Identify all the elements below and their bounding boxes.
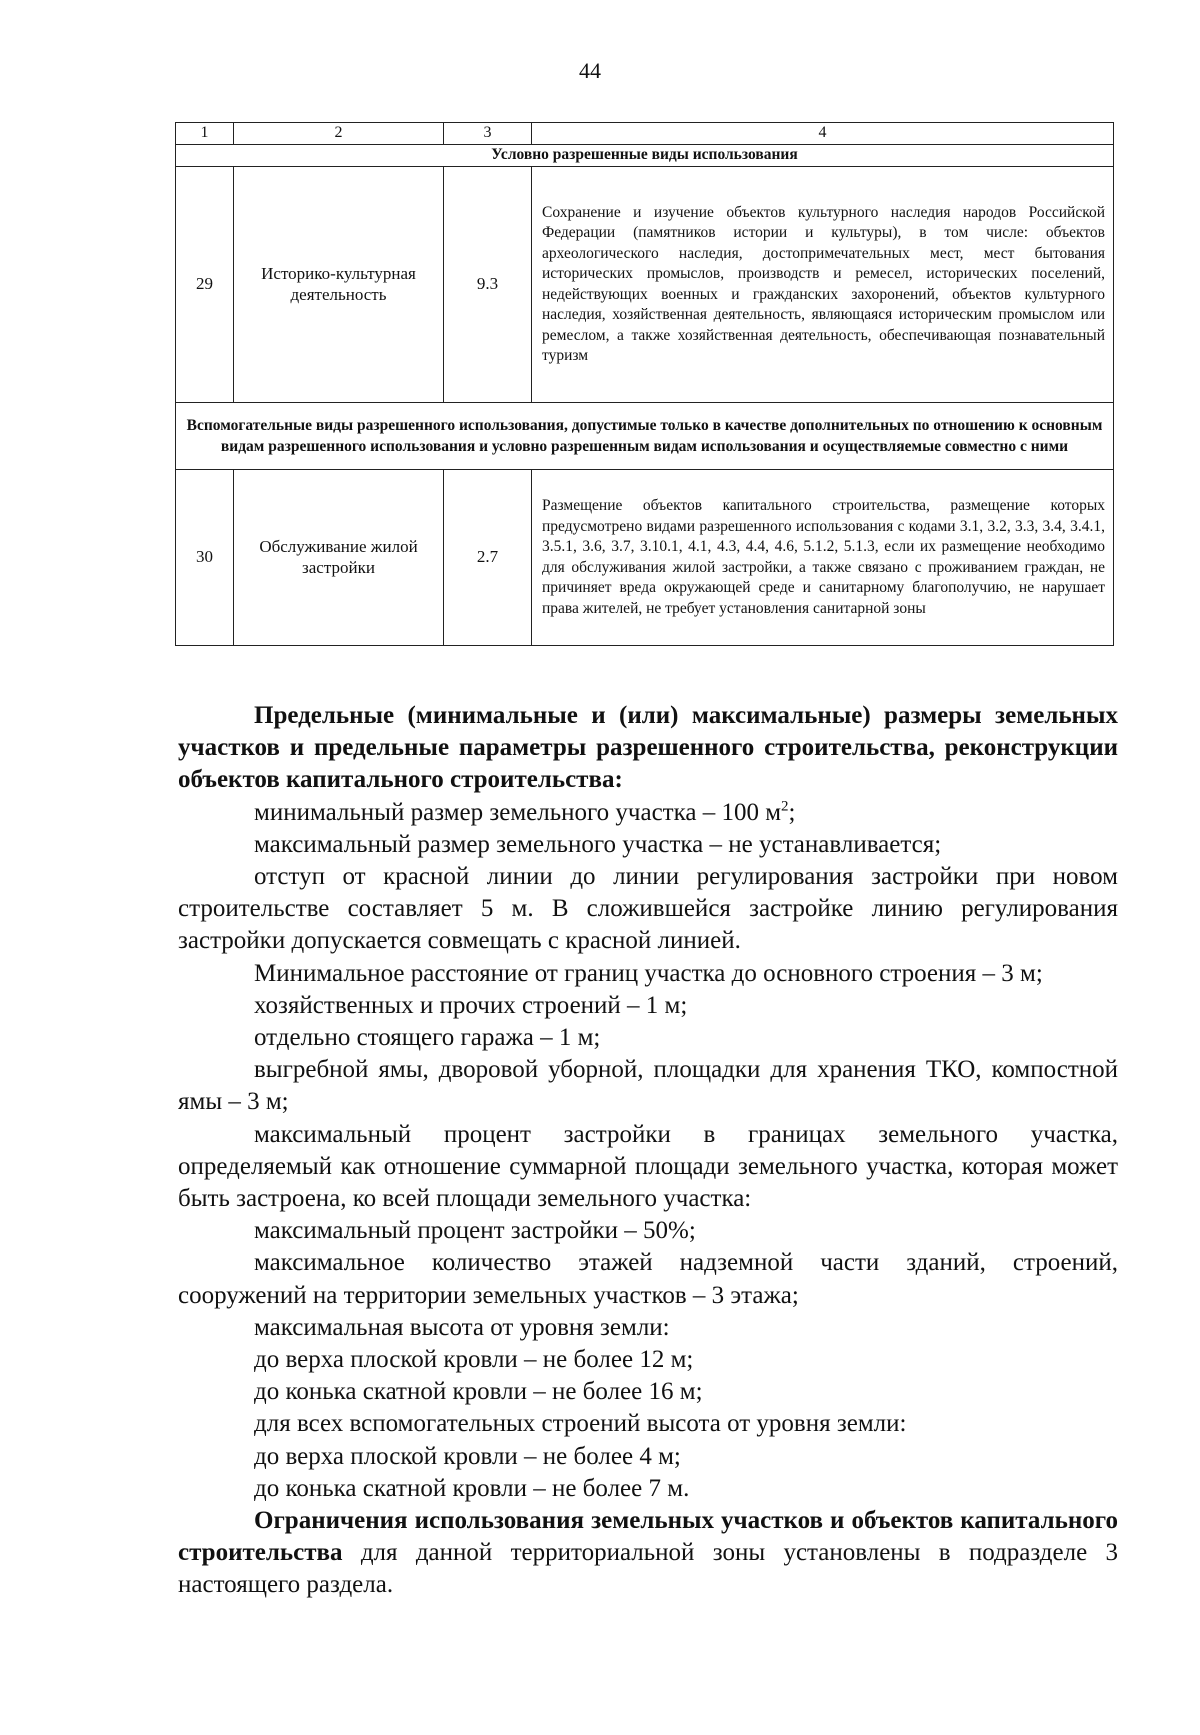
- column-header: 4: [532, 123, 1114, 145]
- paragraph: хозяйственных и прочих строений – 1 м;: [254, 991, 688, 1019]
- section-row: [176, 402, 1114, 469]
- paragraph: до верха плоской кровли – не более 12 м;: [254, 1346, 694, 1374]
- paragraph: отдельно стоящего гаража – 1 м;: [254, 1024, 601, 1052]
- paragraph: максимальный процент застройки в границах земельного участка, определяемый как отношение суммарной площади земельного участка, которая может быть застроена, ко всей площади земельного участка:: [178, 1120, 1118, 1213]
- paragraph: до конька скатной кровли – не более 16 м;: [254, 1378, 703, 1406]
- paragraph: до конька скатной кровли – не более 7 м.: [254, 1474, 690, 1502]
- paragraph: для всех вспомогательных строений высота от уровня земли:: [254, 1410, 907, 1438]
- section-heading: Предельные (минимальные и (или) максимальные) размеры земельных участков и предельные параметры разрешенного строительства, реконструкции объектов капитального строительства:: [178, 702, 1118, 794]
- paragraph: Минимальное расстояние от границ участка до основного строения – 3 м;: [254, 959, 1043, 987]
- paragraph: максимальное количество этажей надземной части зданий, строений, сооружений на территории земельных участков – 3 этажа;: [178, 1249, 1118, 1309]
- column-header: 2: [234, 123, 444, 145]
- table-row: [176, 166, 1114, 402]
- land-use-table: [175, 122, 1114, 646]
- section-row: [176, 144, 1114, 166]
- use-type-name: Историко-культурная деятельность: [234, 166, 444, 402]
- row-number: 29: [176, 166, 234, 402]
- restrictions-text: для данной территориальной зоны установлены в подразделе 3 настоящего раздела.: [178, 1539, 1118, 1599]
- paragraph: до верха плоской кровли – не более 4 м;: [254, 1442, 681, 1470]
- section-title-conditional: Условно разрешенные виды использования: [176, 144, 1114, 166]
- use-type-name: Обслуживание жилой застройки: [234, 469, 444, 645]
- section-title-auxiliary: Вспомогательные виды разрешенного использования, допустимые только в качестве дополнительных по отношению к основным видам разрешенного использования и условно разрешенным видам использования и осуществляемые совместно с ними: [176, 402, 1114, 469]
- paragraph: максимальный процент застройки – 50%;: [254, 1217, 696, 1245]
- paragraph: [178, 1505, 1118, 1602]
- use-type-code: 2.7: [444, 469, 532, 645]
- paragraph: максимальный размер земельного участка – не устанавливается;: [254, 830, 942, 858]
- column-header: 1: [176, 123, 234, 145]
- paragraph: [178, 797, 1118, 829]
- paragraph: максимальная высота от уровня земли:: [254, 1313, 670, 1341]
- use-type-description: Сохранение и изучение объектов культурного наследия народов Российской Федерации (памятников истории и культуры), в том числе: объектов археологического наследия, достопримечательных мест, мест бытования исторических промыслов, производств и ремесел, исторических поселений, недействующих военных и гражданских захоронений, объектов культурного наследия, хозяйственная деятельность, являющаяся историческим промыслом или ремеслом, а также хозяйственная деятельность, обеспечивающая познавательный туризм: [532, 166, 1114, 402]
- table-header-row: [176, 123, 1114, 145]
- superscript: 2: [781, 798, 789, 815]
- restrictions-heading: Ограничения использования земельных участков и объектов капитального строительства: [178, 1507, 1118, 1567]
- column-header: 3: [444, 123, 532, 145]
- paragraph: выгребной ямы, дворовой уборной, площадки для хранения ТКО, компостной ямы – 3 м;: [178, 1056, 1118, 1116]
- row-number: 30: [176, 469, 234, 645]
- min-area-text: минимальный размер земельного участка – 100 м: [254, 798, 782, 826]
- regulations-text: [178, 700, 1118, 1602]
- min-area-suffix: ;: [788, 798, 796, 826]
- page-number: 44: [579, 58, 601, 83]
- table-row: [176, 469, 1114, 645]
- use-type-code: 9.3: [444, 166, 532, 402]
- use-type-description: Размещение объектов капитального строительства, размещение которых предусмотрено видами разрешенного использования с кодами 3.1, 3.2, 3.3, 3.4, 3.4.1, 3.5.1, 3.6, 3.7, 3.10.1, 4.1, 4.3, 4.4, 4.6, 5.1.2, 5.1.3, если их размещение необходимо для обслуживания жилой застройки, а также связано с проживанием граждан, не причиняет вреда окружающей среде и санитарному благополучию, не нарушает права жителей, не требует установления санитарной зоны: [532, 469, 1114, 645]
- paragraph: отступ от красной линии до линии регулирования застройки при новом строительстве составляет 5 м. В сложившейся застройке линию регулирования застройки допускается совмещать с красной линией.: [178, 863, 1118, 955]
